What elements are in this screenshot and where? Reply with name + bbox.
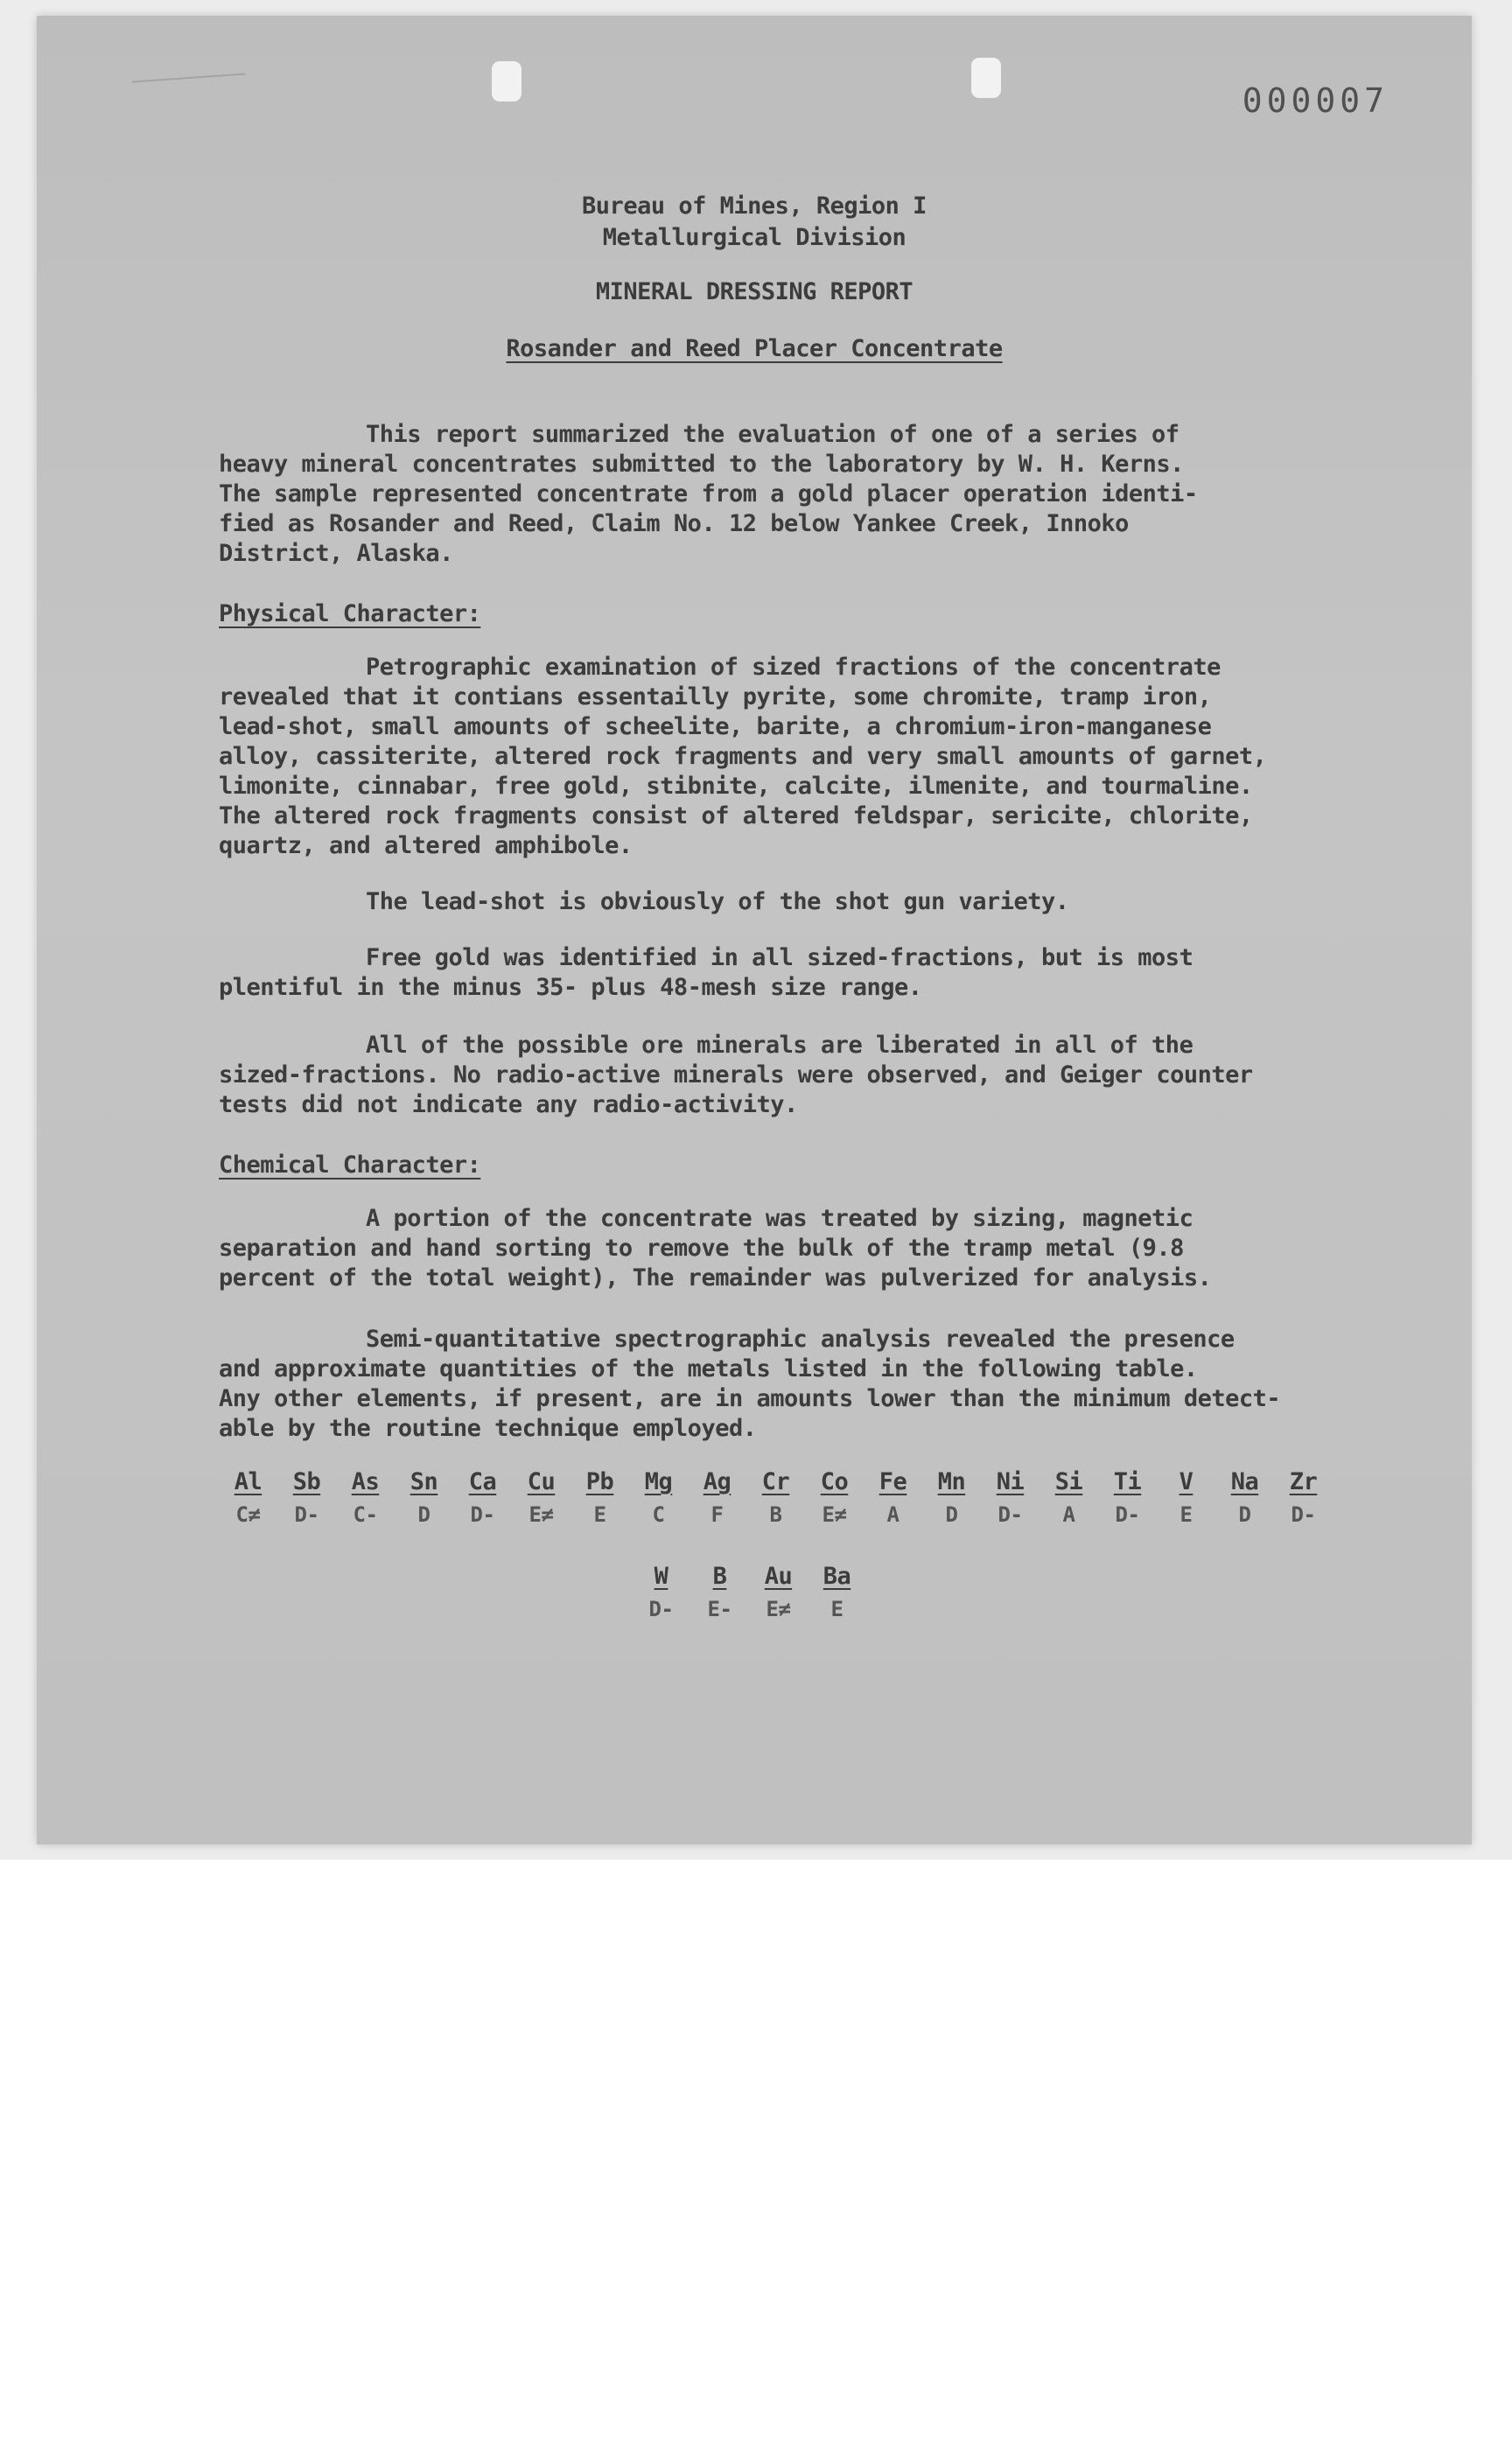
element-cell — [395, 1468, 453, 1527]
element-quantity: D- — [1291, 1502, 1316, 1527]
element-quantity: D- — [470, 1502, 495, 1527]
element-cell — [808, 1563, 866, 1621]
element-symbol: Au — [764, 1563, 793, 1590]
report-header — [37, 191, 1472, 254]
element-cell — [688, 1468, 746, 1527]
element-symbol: Ca — [468, 1468, 497, 1495]
elements-table-row-2 — [632, 1563, 866, 1621]
element-quantity: E≠ — [528, 1502, 554, 1527]
physical-paragraph-4: All of the possible ore minerals are liberated in all of the sized-fractions. No radio-active minerals were observed, and Geiger counter tests did not indicate any radio-activity. — [219, 1032, 1253, 1118]
element-quantity: D- — [648, 1597, 674, 1621]
division-line: Metallurgical Division — [602, 224, 906, 251]
element-cell — [1215, 1468, 1274, 1527]
elements-table-row-1 — [219, 1468, 1333, 1527]
document-page — [37, 16, 1472, 1844]
element-symbol: Cu — [527, 1468, 556, 1495]
element-cell — [453, 1468, 512, 1527]
chemical-paragraph-1: A portion of the concentrate was treated by sizing, magnetic separation and hand sorting to remove the bulk of the tramp metal (9.8 percent of the total weight), The remainder was pulverized for analysis. — [219, 1205, 1212, 1292]
element-cell — [336, 1468, 395, 1527]
element-quantity: A — [886, 1502, 900, 1527]
element-cell — [749, 1563, 808, 1621]
element-symbol: Ba — [822, 1563, 851, 1590]
element-cell — [629, 1468, 688, 1527]
element-symbol: As — [351, 1468, 380, 1495]
element-quantity: D — [417, 1502, 430, 1527]
element-cell — [570, 1468, 629, 1527]
chemical-heading: Chemical Character: — [219, 1152, 481, 1179]
element-symbol: Mg — [644, 1468, 673, 1495]
element-symbol: V — [1179, 1468, 1194, 1495]
element-quantity: D- — [998, 1502, 1023, 1527]
element-quantity: B — [769, 1502, 782, 1527]
element-cell — [1274, 1468, 1333, 1527]
element-symbol: Si — [1054, 1468, 1083, 1495]
element-symbol: Sb — [292, 1468, 321, 1495]
element-quantity: C≠ — [235, 1502, 261, 1527]
element-cell — [632, 1563, 690, 1621]
pencil-mark — [132, 74, 248, 109]
element-symbol: Fe — [878, 1468, 907, 1495]
physical-heading: Physical Character: — [219, 600, 481, 627]
chemical-paragraph-2: Semi-quantitative spectrographic analysis revealed the presence and approximate quantities of the metals listed in the following table. Any other elements, if present, are in amounts lower than the minimum detect- able by the routine technique employed. — [219, 1326, 1281, 1442]
element-cell — [922, 1468, 981, 1527]
intro-paragraph: This report summarized the evaluation of one of a series of heavy mineral concentrates submitted to the laboratory by W. H. Kerns. The sample represented concentrate from a gold placer operation identi- fied as Rosander and Reed, Claim No. 12 below Yankee Creek, Innoko District, Alaska. — [219, 421, 1198, 567]
element-quantity: E≠ — [822, 1502, 847, 1527]
element-quantity: C — [652, 1502, 665, 1527]
element-symbol: Al — [234, 1468, 262, 1495]
document-number: 000007 — [1242, 81, 1389, 120]
element-quantity: D- — [294, 1502, 319, 1527]
element-symbol: Zr — [1289, 1468, 1318, 1495]
element-symbol: Cr — [761, 1468, 790, 1495]
element-cell — [512, 1468, 570, 1527]
element-symbol: Mn — [937, 1468, 966, 1495]
element-symbol: Ti — [1113, 1468, 1142, 1495]
report-title — [37, 335, 1472, 362]
element-cell — [805, 1468, 864, 1527]
element-cell — [690, 1563, 749, 1621]
element-symbol: Co — [820, 1468, 849, 1495]
element-symbol: Pb — [585, 1468, 614, 1495]
element-symbol: Na — [1230, 1468, 1259, 1495]
element-quantity: D- — [1115, 1502, 1140, 1527]
element-quantity: E — [593, 1502, 606, 1527]
physical-paragraph-2: The lead-shot is obviously of the shot gun variety. — [366, 888, 1069, 915]
element-symbol: W — [654, 1563, 668, 1590]
element-quantity: E≠ — [766, 1597, 791, 1621]
element-cell — [219, 1468, 277, 1527]
element-cell — [746, 1468, 805, 1527]
element-cell — [1040, 1468, 1098, 1527]
element-quantity: D — [1238, 1502, 1251, 1527]
element-cell — [1098, 1468, 1157, 1527]
element-quantity: F — [710, 1502, 724, 1527]
element-cell — [864, 1468, 922, 1527]
element-quantity: A — [1062, 1502, 1075, 1527]
element-symbol: Sn — [410, 1468, 438, 1495]
element-quantity: D — [945, 1502, 958, 1527]
element-quantity: E- — [707, 1597, 732, 1621]
agency-line: Bureau of Mines, Region I — [582, 192, 927, 220]
element-cell — [981, 1468, 1040, 1527]
punch-hole — [971, 58, 1001, 98]
report-type: MINERAL DRESSING REPORT — [595, 278, 914, 305]
physical-paragraph-1: Petrographic examination of sized fractions of the concentrate revealed that it contians essentailly pyrite, some chromite, tramp iron, lead-shot, small amounts of scheelite, barite, a chromium-iron-manganese alloy, cassiterite, altered rock fragments and very small amounts of garnet, limonite, cinnabar, free gold, stibnite, calcite, ilmenite, and tourmaline. The altered rock fragments consist of altered feldspar, sericite, chlorite, quartz, and altered amphibole. — [219, 654, 1267, 859]
element-cell — [277, 1468, 336, 1527]
element-quantity: C- — [353, 1502, 378, 1527]
element-symbol: B — [712, 1563, 727, 1590]
punch-hole — [492, 61, 522, 102]
element-cell — [1157, 1468, 1215, 1527]
element-symbol: Ni — [996, 1468, 1025, 1495]
physical-paragraph-3: Free gold was identified in all sized-fractions, but is most plentiful in the minus 35- plus 48-mesh size range. — [219, 944, 1194, 1001]
report-title-text: Rosander and Reed Placer Concentrate — [506, 335, 1003, 362]
element-quantity: E — [830, 1597, 844, 1621]
element-quantity: E — [1180, 1502, 1193, 1527]
element-symbol: Ag — [703, 1468, 732, 1495]
